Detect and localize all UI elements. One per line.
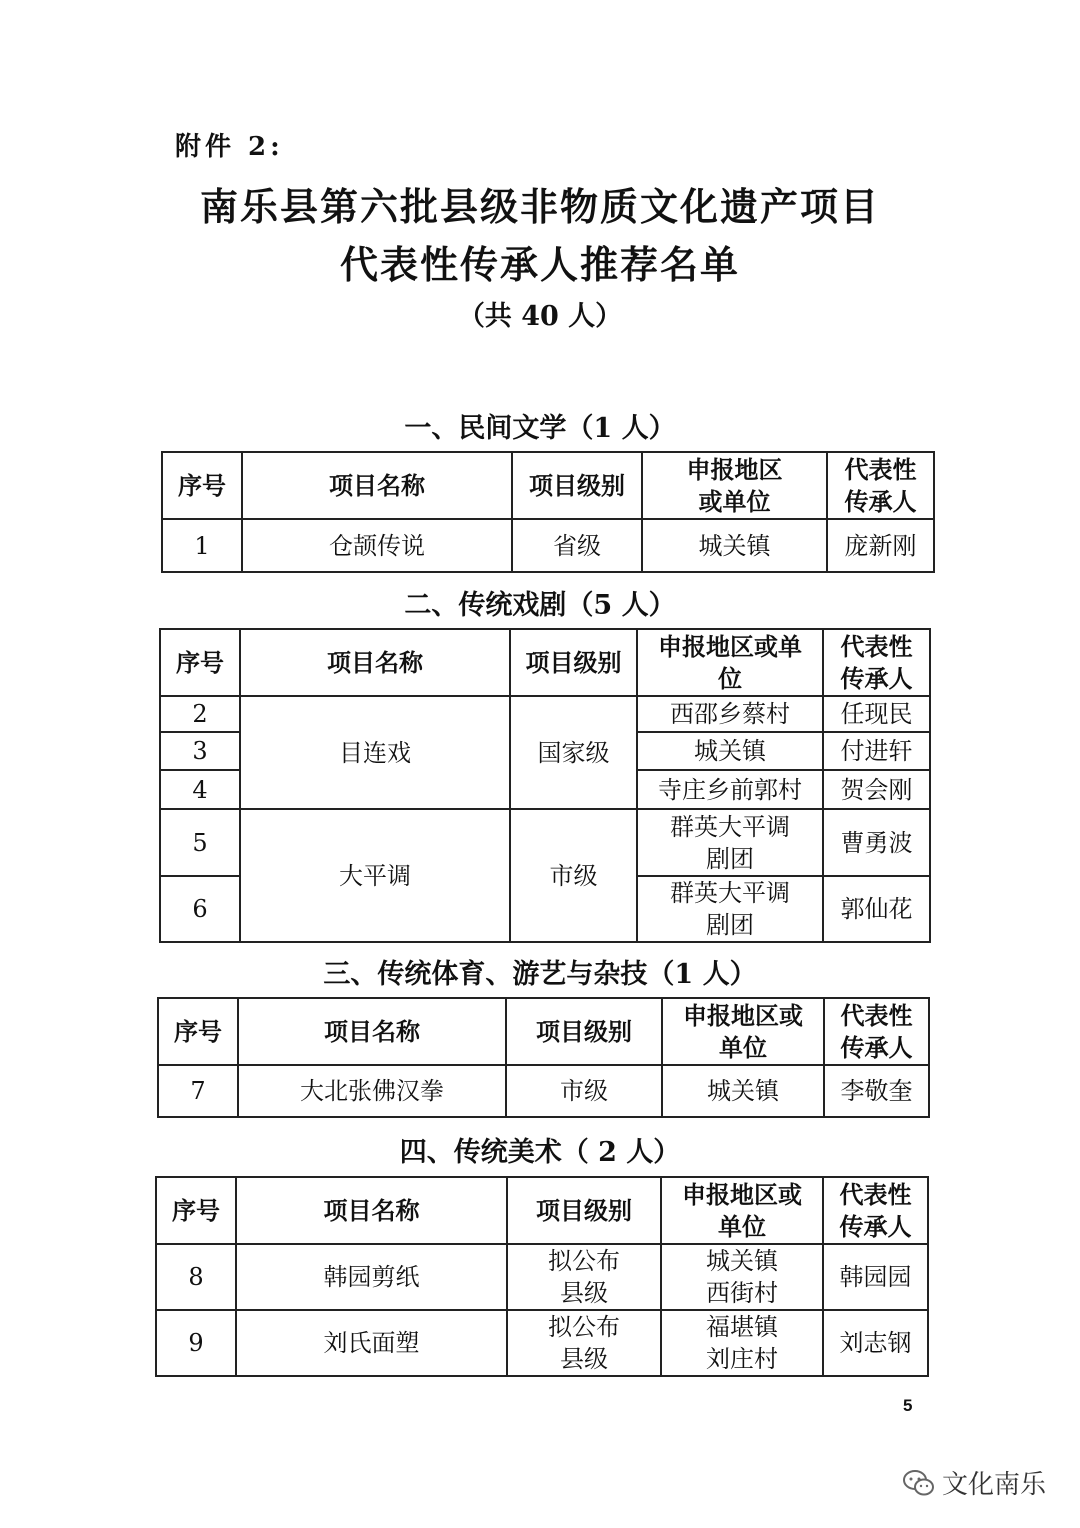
wechat-watermark [902, 1464, 1046, 1501]
cell-no: 6 [160, 876, 240, 942]
cell-inheritor: 曹勇波 [823, 809, 930, 876]
cell-level: 市级 [510, 809, 637, 942]
cell-region: 群英大平调 剧团 [637, 876, 823, 942]
header-cell: 项目级别 [512, 452, 642, 519]
header-cell: 申报地区或 单位 [662, 998, 824, 1065]
cell-level: 省级 [512, 519, 642, 572]
cell-inheritor: 庞新刚 [827, 519, 934, 572]
cell-project-name: 刘氏面塑 [236, 1310, 507, 1376]
cell-region: 寺庄乡前郭村 [637, 770, 823, 809]
header-cell: 项目级别 [510, 629, 637, 696]
cell-project-name: 韩园剪纸 [236, 1244, 507, 1310]
table-header-row [162, 452, 934, 519]
total-count: （共 40 人） [457, 301, 623, 332]
header-cell: 序号 [156, 1177, 236, 1244]
section-heading-traditional-art: 四、传统美术（ 2 人） [399, 1137, 681, 1168]
attachment-label: 附件 2: [175, 132, 284, 162]
cell-inheritor: 韩园园 [823, 1244, 928, 1310]
cell-project-name: 仓颉传说 [242, 519, 512, 572]
header-cell: 代表性 传承人 [823, 629, 930, 696]
table-row [158, 1065, 929, 1117]
header-cell: 项目名称 [240, 629, 510, 696]
header-cell: 项目名称 [242, 452, 512, 519]
header-cell: 申报地区或 单位 [661, 1177, 823, 1244]
cell-region: 城关镇 [642, 519, 827, 572]
cell-inheritor: 郭仙花 [823, 876, 930, 942]
cell-region: 城关镇 西街村 [661, 1244, 823, 1310]
header-cell: 代表性 传承人 [827, 452, 934, 519]
header-cell: 项目名称 [236, 1177, 507, 1244]
table-row [156, 1244, 928, 1310]
cell-region: 城关镇 [637, 732, 823, 770]
page-number: 5 [903, 1396, 913, 1415]
cell-inheritor: 刘志钢 [823, 1310, 928, 1376]
page-title-line2: 代表性传承人推荐名单 [339, 242, 740, 287]
cell-inheritor: 任现民 [823, 696, 930, 732]
header-cell: 申报地区 或单位 [642, 452, 827, 519]
cell-level: 拟公布 县级 [507, 1310, 661, 1376]
cell-no: 7 [158, 1065, 238, 1117]
cell-region: 西邵乡蔡村 [637, 696, 823, 732]
table-sports-acrobatics [157, 997, 930, 1118]
watermark-text: 文化南乐 [942, 1470, 1047, 1500]
header-cell: 序号 [160, 629, 240, 696]
cell-level: 国家级 [510, 696, 637, 809]
cell-inheritor: 李敬奎 [824, 1065, 929, 1117]
section-heading-sports-acrobatics: 三、传统体育、游艺与杂技（1 人） [323, 959, 757, 990]
table-traditional-art [155, 1176, 929, 1377]
table-row [160, 809, 930, 876]
cell-project-name: 大北张佛汉拳 [238, 1065, 506, 1117]
table-row [160, 696, 930, 732]
cell-no: 4 [160, 770, 240, 809]
cell-inheritor: 付进轩 [823, 732, 930, 770]
cell-no: 2 [160, 696, 240, 732]
table-header-row [156, 1177, 928, 1244]
table-header-row [160, 629, 930, 696]
header-cell: 序号 [162, 452, 242, 519]
cell-no: 5 [160, 809, 240, 876]
header-cell: 项目名称 [238, 998, 506, 1065]
cell-no: 1 [162, 519, 242, 572]
cell-inheritor: 贺会刚 [823, 770, 930, 809]
table-header-row [158, 998, 929, 1065]
cell-project-name: 目连戏 [240, 696, 510, 809]
cell-region: 群英大平调 剧团 [637, 809, 823, 876]
wechat-icon [902, 1468, 936, 1498]
cell-no: 3 [160, 732, 240, 770]
cell-level: 拟公布 县级 [507, 1244, 661, 1310]
cell-project-name: 大平调 [240, 809, 510, 942]
section-heading-folk-literature: 一、民间文学（1 人） [404, 413, 676, 444]
cell-region: 城关镇 [662, 1065, 824, 1117]
header-cell: 代表性 传承人 [824, 998, 929, 1065]
page-title-line1: 南乐县第六批县级非物质文化遗产项目 [199, 184, 880, 229]
table-row [162, 519, 934, 572]
cell-level: 市级 [506, 1065, 662, 1117]
table-row [156, 1310, 928, 1376]
cell-region: 福堪镇 刘庄村 [661, 1310, 823, 1376]
header-cell: 项目级别 [506, 998, 662, 1065]
header-cell: 代表性 传承人 [823, 1177, 928, 1244]
header-cell: 项目级别 [507, 1177, 661, 1244]
table-folk-literature [161, 451, 935, 573]
header-cell: 序号 [158, 998, 238, 1065]
cell-no: 8 [156, 1244, 236, 1310]
section-heading-traditional-drama: 二、传统戏剧（5 人） [404, 590, 676, 621]
cell-no: 9 [156, 1310, 236, 1376]
header-cell: 申报地区或单 位 [637, 629, 823, 696]
table-traditional-drama [159, 628, 931, 943]
